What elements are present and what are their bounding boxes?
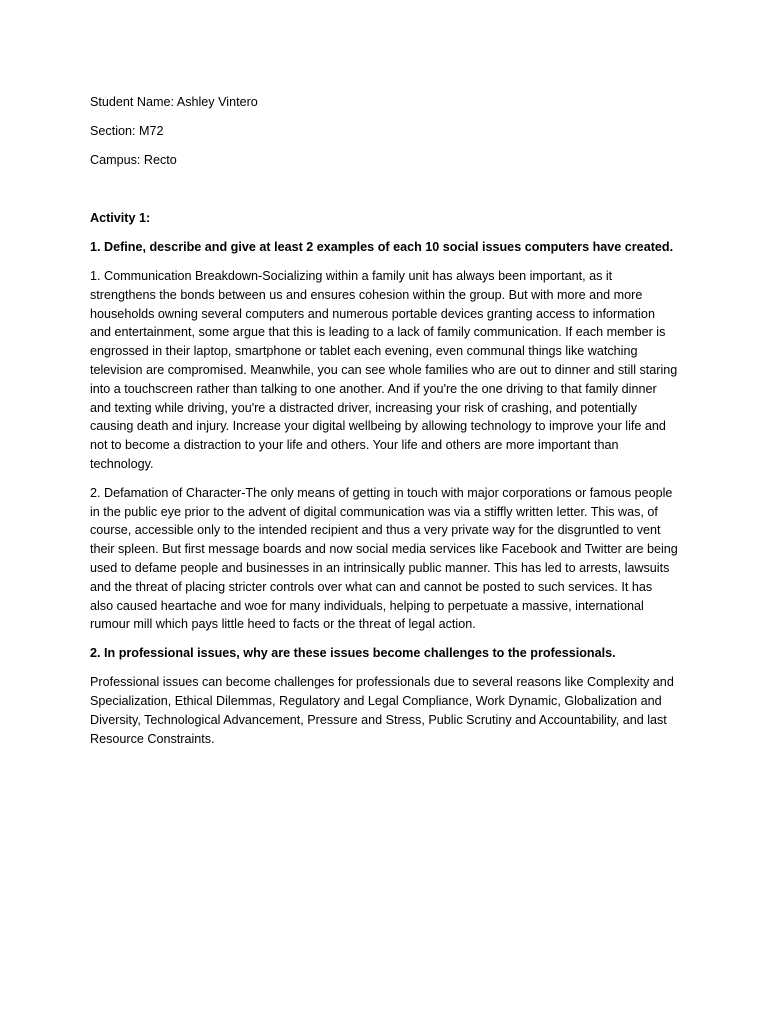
student-section: Section: M72 bbox=[90, 123, 164, 138]
question-1: 1. Define, describe and give at least 2 examples of each 10 social issues computers have created. bbox=[90, 239, 674, 254]
blank-line bbox=[90, 180, 678, 209]
question-2: 2. In professional issues, why are these issues become challenges to the professionals. bbox=[90, 646, 616, 661]
answer-1-paragraph-1: 1. Communication Breakdown-Socializing within a family unit has always been important, as it strengthens the bonds between us and ensures cohesion within the group. But with more and more households owning several computers and numerous portable devices granting access to information and entertainment, some argue that this is leading to a lack of family communication. If each member is engrossed in their laptop, smartphone or tablet each evening, even communal things like watching television are compromised. Meanwhile, you can see whole families who are out to dinner and still staring into a touchscreen rather than talking to one another. And if you're the one driving to that family dinner and texting while driving, you're a distracted driver, increasing your risk of crashing, and potentially causing death and injury. Increase your digital wellbeing by allowing technology to improve your life and not to become a distraction to your life and others. Your life and others are more important than technology. bbox=[90, 268, 678, 471]
activity-title: Activity 1: bbox=[90, 210, 151, 225]
document-page bbox=[90, 93, 678, 759]
answer-2-paragraph: Professional issues can become challenges for professionals due to several reasons like Complexity and Specialization, Ethical Dilemmas, Regulatory and Legal Compliance, Work Dynamic, Globalization and Diversity, Technological Advancement, Pressure and Stress, Public Scrutiny and Accountability, and last Resource Constraints. bbox=[90, 675, 674, 746]
answer-1-paragraph-2: 2. Defamation of Character-The only means of getting in touch with major corporations or famous people in the public eye prior to the advent of digital communication was via a stiffly written letter. This was, of course, accessible only to the intended recipient and thus a very private way for the disgruntled to vent their spleen. But first message boards and now social media services like Facebook and Twitter are being used to defame people and businesses in an intrinsically public manner. This has led to arrests, lawsuits and the threat of placing stricter controls over what can and cannot be posted to such services. It has also caused heartache and woe for many individuals, helping to perpetuate a massive, international rumour mill which pays little heed to facts or the threat of legal action. bbox=[90, 485, 678, 632]
student-campus: Campus: Recto bbox=[90, 152, 177, 167]
student-name: Student Name: Ashley Vintero bbox=[90, 95, 258, 109]
